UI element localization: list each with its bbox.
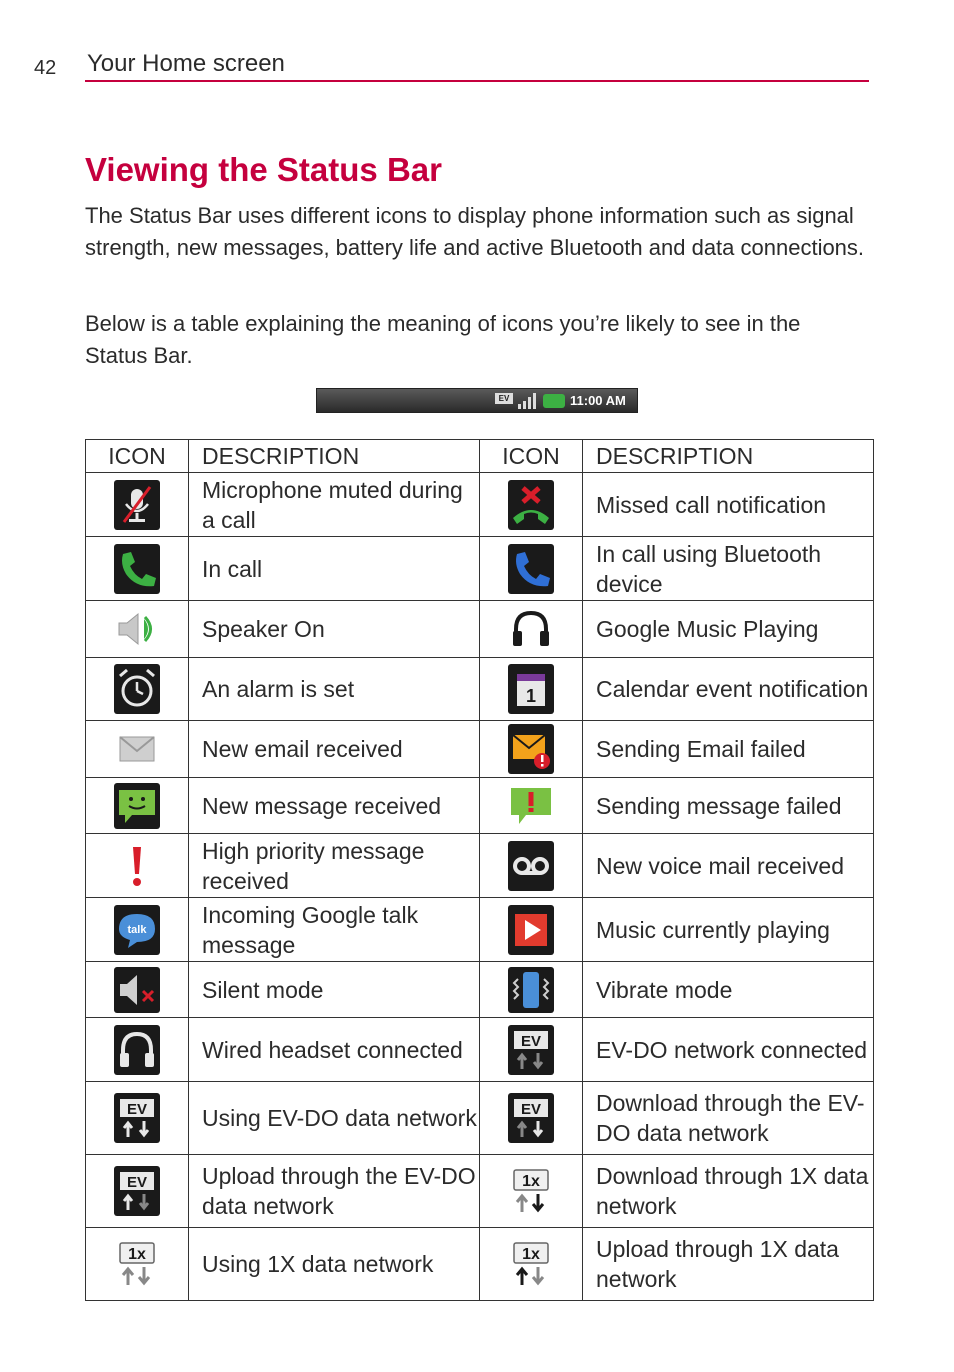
table-cell: Speaker On — [189, 601, 480, 658]
voicemail-icon — [508, 841, 554, 891]
page-number: 42 — [34, 57, 57, 79]
table-header-row — [86, 440, 874, 473]
speaker-on-icon — [114, 607, 160, 651]
intro-paragraph: The Status Bar uses different icons to display phone information such as signal strength, new messages, battery life and active Bluetooth and data connections. — [85, 203, 865, 260]
table-cell: Using EV-DO data network — [189, 1082, 480, 1155]
1x-upload-icon — [508, 1239, 554, 1289]
music-playing-icon — [508, 905, 554, 955]
section-title: Your Home screen — [87, 50, 285, 77]
table-cell: EV-DO network connected — [583, 1018, 874, 1082]
alarm-icon — [114, 664, 160, 714]
silent-mode-icon — [114, 967, 160, 1013]
table-cell: Incoming Google talk message — [189, 898, 480, 962]
table-cell: Calendar event notification — [583, 658, 874, 721]
table-cell: Silent mode — [189, 962, 480, 1018]
onex-label: 1x — [128, 1246, 146, 1263]
table-cell: Vibrate mode — [583, 962, 874, 1018]
calendar-day-label: 1 — [525, 686, 537, 706]
evdo-label: EV — [126, 1101, 148, 1118]
table-row — [86, 658, 874, 721]
table-row — [86, 1155, 874, 1228]
calendar-icon — [508, 664, 554, 714]
evdo-upload-icon — [114, 1166, 160, 1216]
email-failed-icon — [508, 724, 554, 774]
table-intro-paragraph: Below is a table explaining the meaning of icons you’re likely to see in the Status Bar. — [85, 311, 801, 368]
onex-label: 1x — [522, 1173, 540, 1190]
header-rule — [85, 80, 869, 82]
evdo-using-icon — [114, 1093, 160, 1143]
bluetooth-call-icon — [508, 544, 554, 594]
table-row — [86, 778, 874, 834]
table-cell: Wired headset connected — [189, 1018, 480, 1082]
1x-using-icon — [114, 1239, 160, 1289]
message-icon — [114, 783, 160, 829]
evdo-label: EV — [126, 1174, 148, 1191]
google-music-icon — [508, 607, 554, 651]
table-row — [86, 473, 874, 537]
battery-icon — [543, 394, 565, 408]
evdo-label: EV — [520, 1101, 542, 1118]
high-priority-icon — [114, 841, 160, 891]
google-talk-icon — [114, 905, 160, 955]
wired-headset-icon — [114, 1025, 160, 1075]
table-cell: New voice mail received — [583, 834, 874, 898]
in-call-icon — [114, 544, 160, 594]
table-cell: Music currently playing — [583, 898, 874, 962]
table-row — [86, 962, 874, 1018]
table-cell: New email received — [189, 721, 480, 778]
status-bar-image — [316, 388, 638, 413]
vibrate-mode-icon — [508, 967, 554, 1013]
evdo-download-icon — [508, 1093, 554, 1143]
icon-column-header: ICON — [86, 440, 189, 473]
table-cell: New message received — [189, 778, 480, 834]
table-cell: Missed call notification — [583, 473, 874, 537]
table-row — [86, 1228, 874, 1301]
talk-label: talk — [127, 923, 147, 936]
onex-label: 1x — [522, 1246, 540, 1263]
table-cell: In call — [189, 537, 480, 601]
missed-call-icon — [508, 480, 554, 530]
table-row — [86, 721, 874, 778]
table-row — [86, 1082, 874, 1155]
email-icon — [114, 727, 160, 771]
table-row — [86, 537, 874, 601]
description-column-header: DESCRIPTION — [189, 440, 480, 473]
table-row — [86, 898, 874, 962]
table-row — [86, 1018, 874, 1082]
table-row — [86, 601, 874, 658]
microphone-muted-icon — [114, 480, 160, 530]
status-icon-table — [85, 439, 874, 1301]
evdo-label: EV — [520, 1032, 542, 1050]
signal-strength-icon — [517, 393, 537, 409]
table-cell: In call using Bluetooth device — [583, 537, 874, 601]
table-cell: High priority message received — [189, 834, 480, 898]
table-cell: An alarm is set — [189, 658, 480, 721]
1x-download-icon — [508, 1166, 554, 1216]
table-cell: Sending message failed — [583, 778, 874, 834]
table-row — [86, 834, 874, 898]
page-title: Viewing the Status Bar — [85, 151, 442, 188]
table-cell: Google Music Playing — [583, 601, 874, 658]
icon-column-header: ICON — [480, 440, 583, 473]
table-cell: Download through 1X data network — [583, 1155, 874, 1228]
table-cell: Microphone muted during a call — [189, 473, 480, 537]
description-column-header: DESCRIPTION — [583, 440, 874, 473]
status-time: 11:00 AM — [570, 393, 626, 408]
ev-network-icon: EV — [495, 393, 513, 404]
message-failed-icon — [508, 783, 554, 829]
table-cell: Upload through 1X data network — [583, 1228, 874, 1301]
evdo-connected-icon — [508, 1025, 554, 1075]
table-cell: Download through the EV-DO data network — [583, 1082, 874, 1155]
table-cell: Upload through the EV-DO data network — [189, 1155, 480, 1228]
table-cell: Using 1X data network — [189, 1228, 480, 1301]
table-cell: Sending Email failed — [583, 721, 874, 778]
